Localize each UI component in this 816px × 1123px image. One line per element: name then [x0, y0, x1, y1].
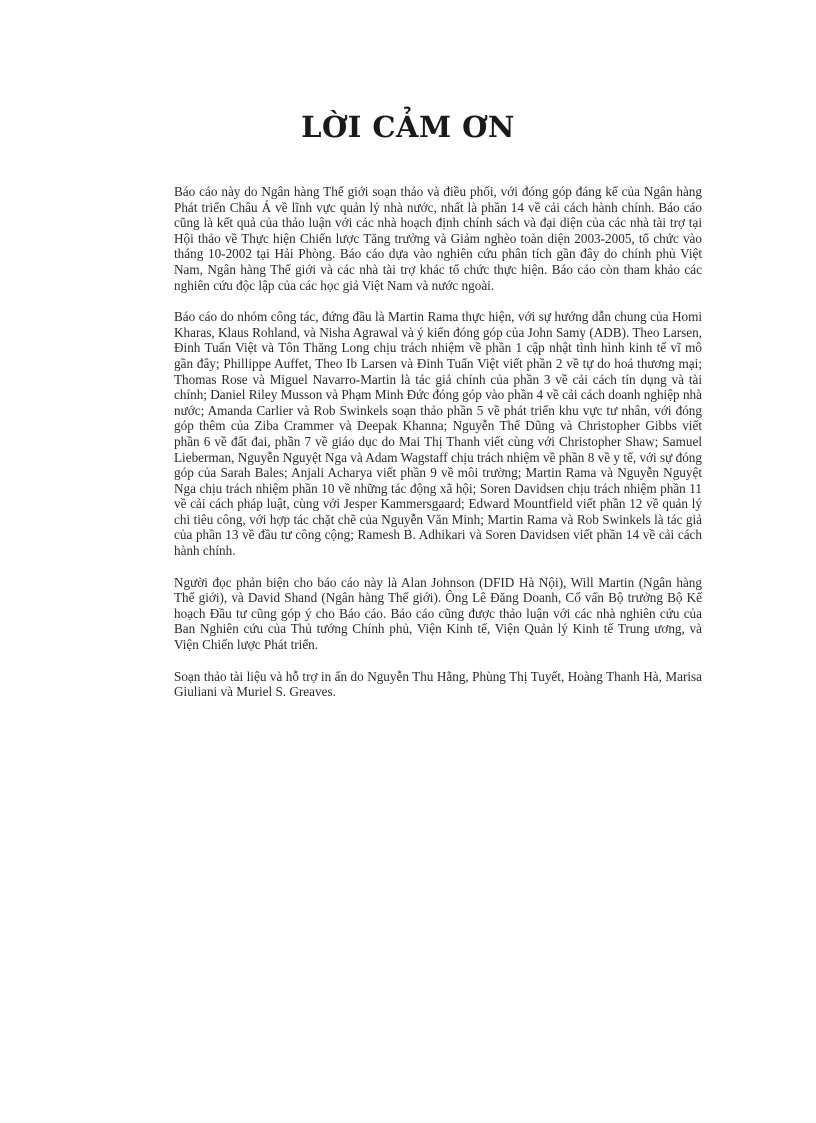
acknowledgements-body	[174, 184, 702, 716]
paragraph-authors: Báo cáo do nhóm công tác, đứng đầu là Martin Rama thực hiện, với sự hướng dẫn chung của Homi Kharas, Klaus Rohland, và Nisha Agrawal và ý kiến đóng góp của John Samy (ADB). Theo Larsen, Đinh Tuấn Việt và Tôn Thăng Long chịu trách nhiệm về phần 1 cập nhật tình hình kinh tế vĩ mô gần đây; Phillippe Auffet, Theo Ib Larsen và Đinh Tuấn Việt viết phần 2 về tự do hoá thương mại; Thomas Rose và Miguel Navarro-Martin là tác giả chính của phần 3 về cải cách tín dụng và tài chính; Daniel Riley Musson và Phạm Minh Đức đóng góp vào phần 4 về cải cách doanh nghiệp nhà nước; Amanda Carlier và Rob Swinkels soạn thảo phần 5 về phát triển khu vực tư nhân, với đóng góp thêm của Ziba Crammer và Deepak Khanna; Nguyễn Thế Dũng và Christopher Gibbs viết phần 6 về đất đai, phần 7 về giáo dục do Mai Thị Thanh viết cùng với Christopher Shaw; Samuel Lieberman, Nguyễn Nguyệt Nga và Adam Wagstaff chịu trách nhiệm về phần 8 về y tế, với sự đóng góp của Sarah Bales; Anjali Acharya viết phần 9 về môi trường; Martin Rama và Nguyễn Nguyệt Nga chịu trách nhiệm phần 10 về những tác động xã hội; Soren Davidsen chịu trách nhiệm phần 11 về cải cách pháp luật, cùng với Jesper Kammersgaard; Edward Mountfield viết phần 12 về quản lý chi tiêu công, với hợp tác chặt chẽ của Nguyễn Văn Minh; Martin Rama và Rob Swinkels là tác giả của phần 13 về đầu tư công cộng; Ramesh B. Adhikari và Soren Davidsen viết phần 14 về cải cách hành chính.	[174, 309, 702, 559]
paragraph-intro: Báo cáo này do Ngân hàng Thế giới soạn thảo và điều phối, với đóng góp đáng kể của Ngân hàng Phát triển Châu Á về lĩnh vực quản lý nhà nước, nhất là phần 14 về cải cách hành chính. Báo cáo cũng là kết quả của thảo luận với các nhà hoạch định chính sách và đại diện của các nhà tài trợ tại Hội thảo về Thực hiện Chiến lược Tăng trưởng và Giảm nghèo toàn diện 2003-2005, tổ chức vào tháng 10-2002 tại Hải Phòng. Báo cáo dựa vào nghiên cứu phân tích gần đây do chính phủ Việt Nam, Ngân hàng Thế giới và các nhà tài trợ khác tổ chức thực hiện. Báo cáo còn tham khảo các nghiên cứu độc lập của các học giả Việt Nam và nước ngoài.	[174, 184, 702, 293]
paragraph-production: Soạn thảo tài liệu và hỗ trợ in ấn do Nguyễn Thu Hằng, Phùng Thị Tuyết, Hoàng Thanh Hà, Marisa Giuliani và Muriel S. Greaves.	[174, 668, 702, 700]
paragraph-reviewers: Người đọc phản biện cho báo cáo này là Alan Johnson (DFID Hà Nội), Will Martin (Ngân hàng Thế giới), và David Shand (Ngân hàng Thế giới). Ông Lê Đăng Doanh, Cố vấn Bộ trưởng Bộ Kế hoạch Đầu tư cũng góp ý cho Báo cáo. Báo cáo cũng được thảo luận với các nhà nghiên cứu của Ban Nghiên cứu của Thủ tướng Chính phủ, Viện Kinh tế, Viện Quản lý Kinh tế Trung ương, và Viện Chiến lược Phát triển.	[174, 574, 702, 653]
page-title: LỜI CẢM ƠN	[301, 110, 515, 144]
